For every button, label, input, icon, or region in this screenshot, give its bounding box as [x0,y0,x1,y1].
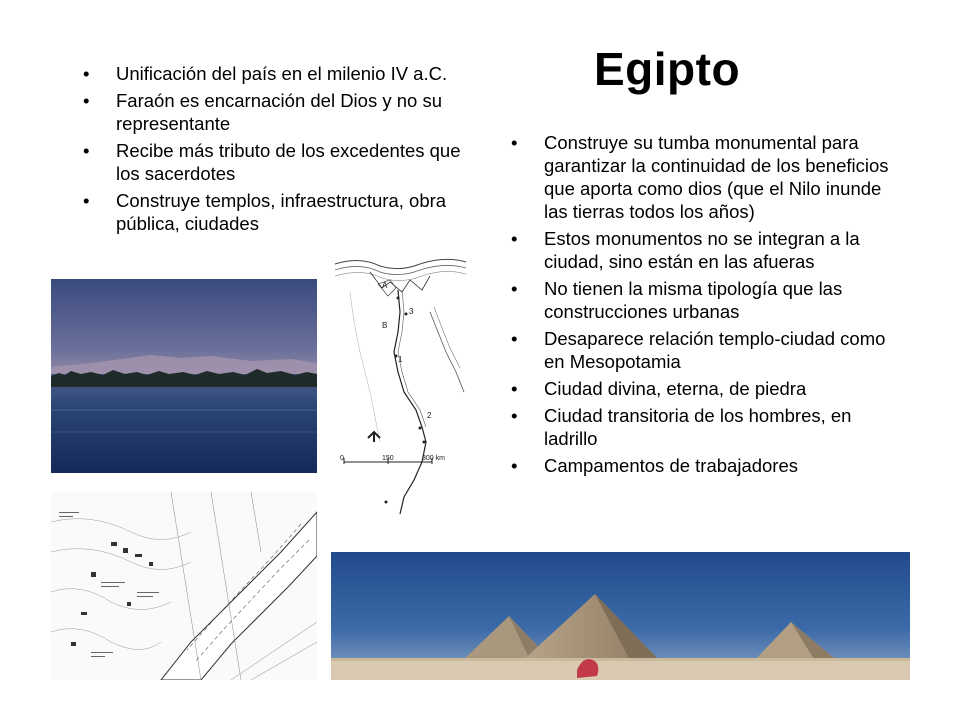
bullet-text: Ciudad transitoria de los hombres, en ladrillo [544,405,852,449]
nile-river-photo [51,279,317,473]
bullet-item [508,377,898,400]
bullet-item [80,189,465,235]
map-scale-label: 150 [382,455,394,462]
bullet-icon: • [511,455,518,476]
bullet-icon: • [83,90,90,111]
bullet-item [508,327,898,373]
bullet-text: Construye su tumba monumental para garantizar la continuidad de los beneficios que aporta como dios (que el Nilo inunde las tierras todos los años) [544,132,889,222]
map-label: 2 [427,411,432,420]
city-plan-map [51,492,317,680]
map-label: B [382,321,388,330]
bullet-icon: • [83,190,90,211]
bullet-icon: • [511,378,518,399]
bullet-text: Desaparece relación templo-ciudad como en Mesopotamia [544,328,886,372]
bullet-icon: • [83,140,90,161]
bullet-text: Construye templos, infraestructura, obra pública, ciudades [116,190,447,234]
bullet-text: Campamentos de trabajadores [544,455,799,476]
map-scale-label: 300 km [422,455,445,462]
map-label: 1 [398,355,403,364]
egypt-nile-map [330,252,468,520]
map-label: A [382,281,388,290]
bullet-item [508,131,898,223]
bullet-icon: • [83,63,90,84]
bullet-icon: • [511,132,518,153]
bullet-item [80,62,465,85]
bullet-icon: • [511,278,518,299]
bullet-text: Ciudad divina, eterna, de piedra [544,378,807,399]
right-bullet-list [508,131,898,481]
left-bullet-list [80,62,465,239]
bullet-item [80,89,465,135]
bullet-text: Faraón es encarnación del Dios y no su representante [116,90,442,134]
bullet-item [508,227,898,273]
bullet-item [508,404,898,450]
map-scale-label: 0 [340,455,344,462]
bullet-item [508,454,898,477]
slide-title: Egipto [594,43,741,95]
map-label: 3 [409,307,414,316]
bullet-text: Estos monumentos no se integran a la ciudad, sino están en las afueras [544,228,860,272]
bullet-text: Unificación del país en el milenio IV a.C. [116,63,448,84]
bullet-icon: • [511,328,518,349]
bullet-icon: • [511,228,518,249]
bullet-item [508,277,898,323]
pyramids-photo [331,552,910,680]
bullet-item [80,139,465,185]
bullet-icon: • [511,405,518,426]
bullet-text: Recibe más tributo de los excedentes que los sacerdotes [116,140,461,184]
bullet-text: No tienen la misma tipología que las construcciones urbanas [544,278,843,322]
